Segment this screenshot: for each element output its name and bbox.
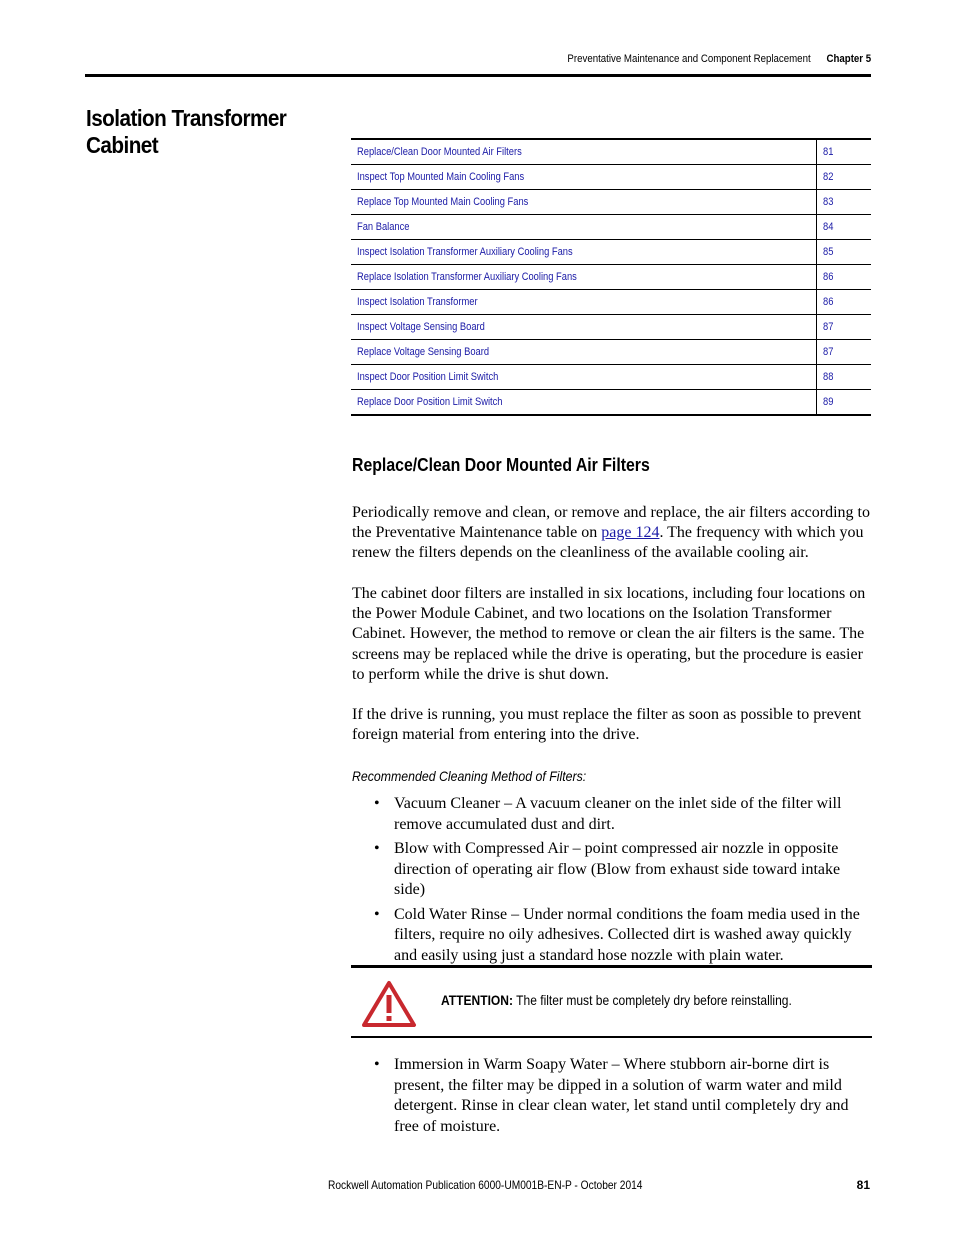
toc-row [351, 390, 871, 416]
attention-text: The filter must be completely dry before reinstalling. [513, 992, 792, 1008]
toc-link[interactable]: Inspect Isolation Transformer [357, 296, 478, 308]
cleaning-methods-list [352, 794, 872, 970]
toc-link[interactable]: Replace Top Mounted Main Cooling Fans [357, 196, 529, 208]
toc-row [351, 139, 871, 165]
toc-page-link[interactable]: 89 [823, 396, 834, 408]
section-title: Isolation Transformer Cabinet [86, 105, 287, 158]
toc-link[interactable]: Fan Balance [357, 221, 410, 233]
list-caption: Recommended Cleaning Method of Filters: [352, 768, 587, 784]
paragraph-text: Periodically remove and clean, or remove and replace, the air filters according to the Preventative Maintenance table on [352, 504, 870, 542]
toc-page-link[interactable]: 88 [823, 371, 834, 383]
toc-link[interactable]: Inspect Isolation Transformer Auxiliary Cooling Fans [357, 246, 573, 258]
subheading: Replace/Clean Door Mounted Air Filters [352, 455, 650, 475]
running-header [567, 53, 871, 65]
toc-page-link[interactable]: 86 [823, 296, 834, 308]
toc-link[interactable]: Inspect Top Mounted Main Cooling Fans [357, 171, 525, 183]
paragraph-text: The cabinet door filters are installed in six locations, including four locations on the Power Module Cabinet, and two locations on the Isolation Transformer Cabinet. However, the method to remove or clean the air filters is the same. The screens may be replaced while the drive is operating, but the procedure is easier to perform while the drive is shut down. [352, 585, 866, 683]
header-section: Preventative Maintenance and Component Replacement [567, 53, 811, 65]
toc-row [351, 215, 871, 240]
attention-label: ATTENTION: [441, 992, 514, 1008]
toc-page-link[interactable]: 87 [823, 346, 834, 358]
header-rule [85, 74, 871, 77]
toc-row [351, 365, 871, 390]
toc-row [351, 315, 871, 340]
paragraph-1 [352, 503, 872, 564]
toc-page-link[interactable]: 85 [823, 246, 834, 258]
toc-row [351, 290, 871, 315]
toc-row [351, 340, 871, 365]
toc-link[interactable]: Replace Door Position Limit Switch [357, 396, 503, 408]
toc-link[interactable]: Replace Isolation Transformer Auxiliary Cooling Fans [357, 271, 577, 283]
attention-message [441, 992, 792, 1008]
bullet-icon: • [374, 795, 380, 812]
warning-triangle-icon [361, 980, 417, 1028]
paragraph-text: If the drive is running, you must replace the filter as soon as possible to prevent foreign material from entering into the drive. [352, 706, 862, 744]
toc-link[interactable]: Inspect Voltage Sensing Board [357, 321, 485, 333]
paragraph-2 [352, 584, 872, 685]
header-chapter: Chapter 5 [826, 53, 871, 65]
toc-page-link[interactable]: 84 [823, 221, 834, 233]
list-item: • Blow with Compressed Air – point compressed air nozzle in opposite direction of operating air flow (Blow from exhaust side toward intake side) [374, 840, 841, 898]
paragraph-text: . The frequency with which you renew the filters depends on the cleanliness of the available cooling air. [352, 524, 864, 562]
list-item: • Vacuum Cleaner – A vacuum cleaner on the inlet side of the filter will remove accumulated dust and dirt. [374, 795, 842, 833]
list-item: • Cold Water Rinse – Under normal conditions the foam media used in the filters, require no oily adhesives. Collected dirt is washed away quickly and easily using just a standard hose nozzle with plain water. [374, 905, 860, 964]
toc-table [351, 138, 871, 416]
bullet-icon: • [374, 1056, 380, 1073]
toc-link[interactable]: Replace Voltage Sensing Board [357, 346, 490, 358]
bullet-icon: • [374, 840, 380, 857]
footer-publication: Rockwell Automation Publication 6000-UM001B-EN-P - October 2014 [328, 1178, 643, 1192]
paragraph-3 [352, 705, 872, 745]
toc-page-link[interactable]: 87 [823, 321, 834, 333]
attention-box [351, 965, 872, 1038]
toc-page-link[interactable]: 86 [823, 271, 834, 283]
cleaning-methods-list-continued [352, 1055, 872, 1141]
page-link[interactable]: page 124 [601, 524, 660, 542]
toc-row [351, 165, 871, 190]
toc-link[interactable]: Replace/Clean Door Mounted Air Filters [357, 146, 522, 158]
toc-page-link[interactable]: 81 [823, 146, 834, 158]
toc-page-link[interactable]: 82 [823, 171, 834, 183]
list-item: • Immersion in Warm Soapy Water – Where stubborn air-borne dirt is present, the filter may be dipped in a solution of warm water and mild detergent. Rinse in clear clean water, let stand until completely dry and free of moisture. [374, 1056, 849, 1135]
toc-row [351, 190, 871, 215]
bullet-icon: • [374, 905, 380, 923]
toc-link[interactable]: Inspect Door Position Limit Switch [357, 371, 499, 383]
toc-page-link[interactable]: 83 [823, 196, 834, 208]
toc-row [351, 265, 871, 290]
page-number: 81 [856, 1178, 870, 1192]
toc-row [351, 240, 871, 265]
